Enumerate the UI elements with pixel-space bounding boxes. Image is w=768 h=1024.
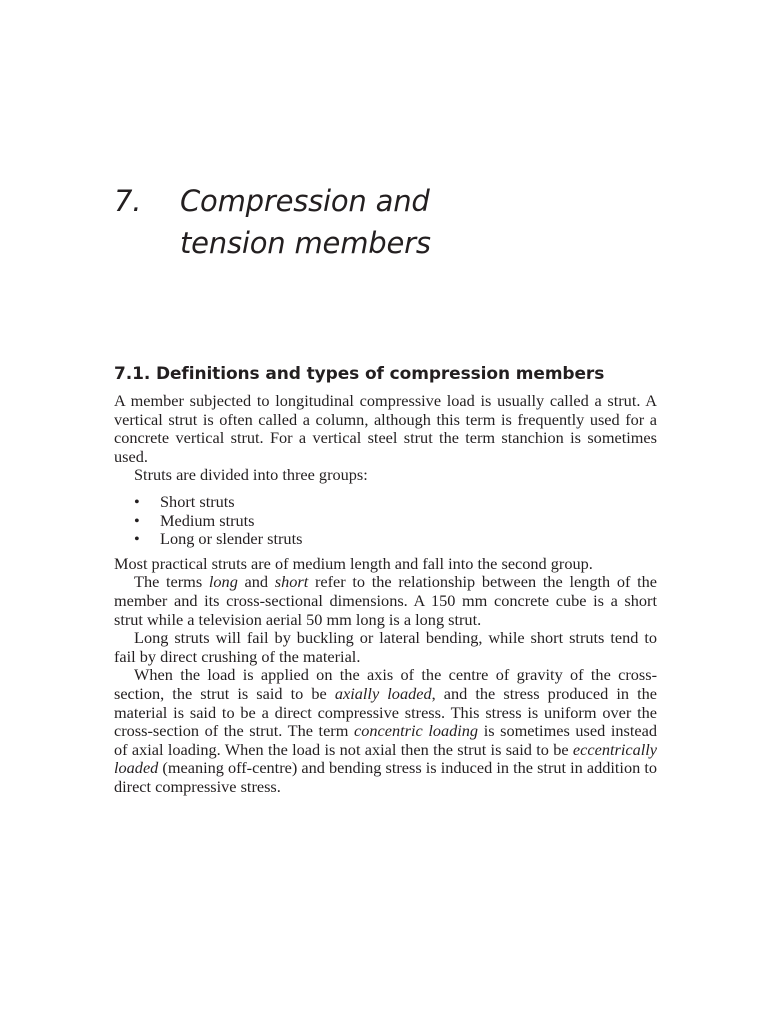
emphasis-short: short <box>274 572 309 592</box>
text-run: is sometimes used instead of axial loading. When the load is not axial then the strut is said to be <box>114 721 657 759</box>
list-item <box>114 512 657 531</box>
section-heading: 7.1. Definitions and types of compression members <box>114 364 605 384</box>
chapter-title <box>180 180 431 264</box>
paragraph-2: Struts are divided into three groups: <box>134 465 368 485</box>
bullet-icon: • <box>134 510 140 530</box>
body-text <box>114 392 657 796</box>
text-run: refer to the relationship between the length of the member and its cross-sectional dimensions. A 150 mm concrete cube is a short strut while a television aerial 50 mm long is a long strut. <box>114 572 657 629</box>
text-run: (meaning off-centre) and bending stress is induced in the strut in addition to direct compressive stress. <box>114 758 657 796</box>
emphasis-axially-loaded: axially loaded <box>334 683 432 703</box>
emphasis-eccentrically-loaded: eccentrically loaded <box>114 739 657 778</box>
chapter-number: 7. <box>114 184 142 218</box>
bullet-icon: • <box>134 529 140 549</box>
list-item <box>114 530 657 549</box>
bullet-icon: • <box>134 491 140 511</box>
list-item-label: Medium struts <box>160 510 255 530</box>
chapter-title-line-1: Compression and <box>180 184 430 218</box>
list-item-label: Long or slender struts <box>160 529 303 549</box>
chapter-title-line-2: tension members <box>180 226 431 260</box>
strut-groups-list <box>114 493 657 549</box>
paragraph-3: Most practical struts are of medium length and fall into the second group. <box>114 553 593 573</box>
paragraph-6 <box>114 666 657 796</box>
text-run: , and the stress produced in the material is said to be a direct compressive stress. This stress is uniform over the cross-section of the strut. The term <box>114 683 658 741</box>
paragraph-1: A member subjected to longitudinal compressive load is usually called a strut. A vertical strut is often called a column, although this term is frequently used for a concrete vertical strut. For a vertical steel strut the term stanchion is sometimes used. <box>114 391 657 466</box>
text-run: and <box>237 572 275 592</box>
text-run: When the load is applied on the axis of the centre of gravity of the cross-section, the strut is said to be <box>114 665 657 703</box>
emphasis-long: long <box>208 572 238 592</box>
paragraph-5: Long struts will fail by buckling or lateral bending, while short struts tend to fail by direct crushing of the material. <box>114 628 657 666</box>
emphasis-concentric-loading: concentric loading <box>354 721 479 741</box>
text-run: The terms <box>134 572 209 592</box>
list-item <box>114 493 657 512</box>
list-item-label: Short struts <box>160 491 235 511</box>
paragraph-4 <box>114 573 657 629</box>
